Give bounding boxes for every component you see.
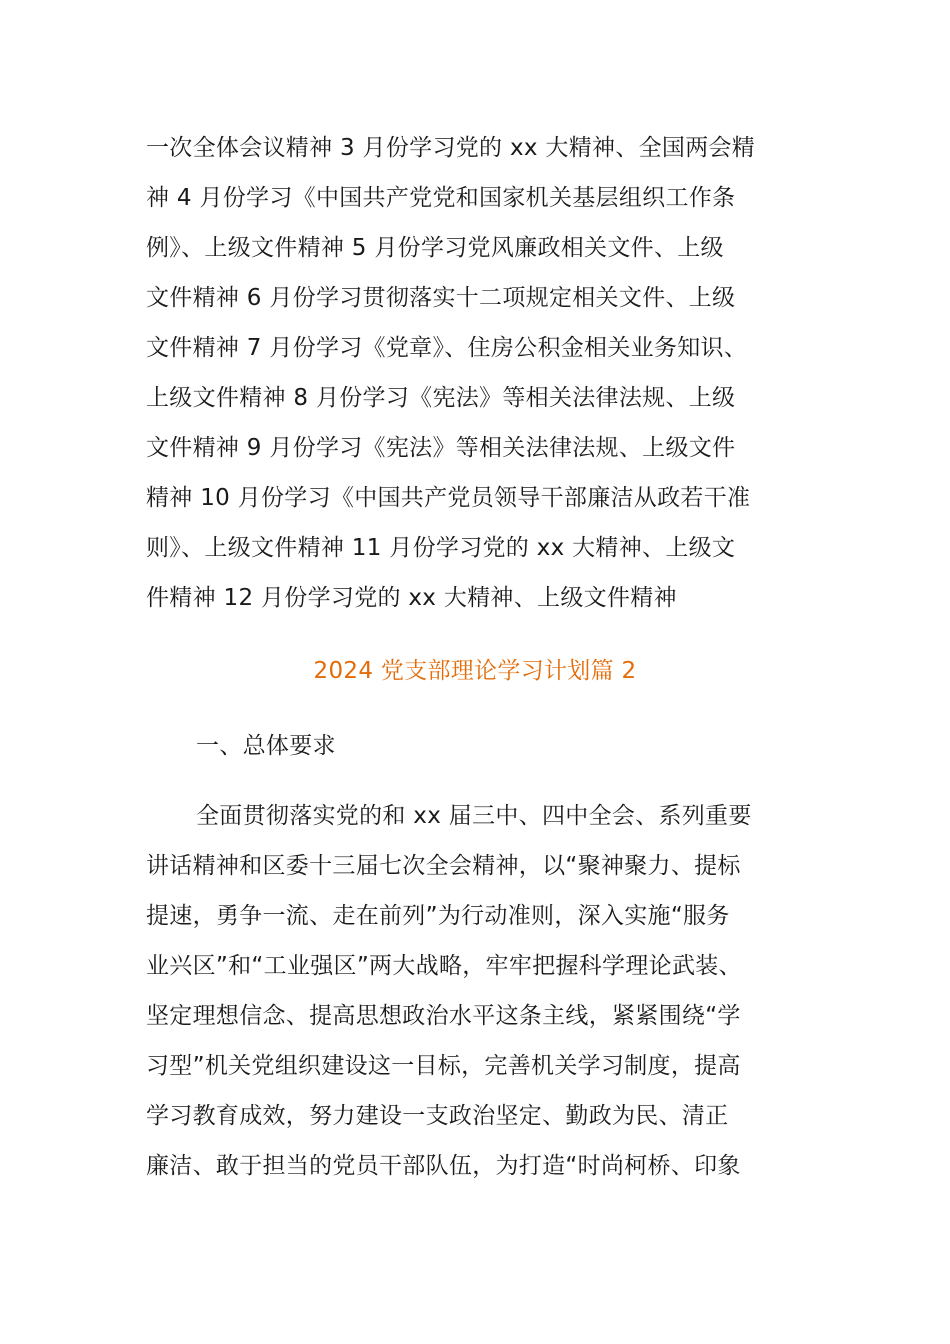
paragraph-line: 例》、上级文件精神 5 月份学习党风廉政相关文件、上级: [146, 235, 724, 261]
paragraph-line: 上级文件精神 8 月份学习《宪法》等相关法律法规、上级: [146, 385, 736, 411]
paragraph-line: 精神 10 月份学习《中国共产党员领导干部廉洁从政若干准: [146, 485, 751, 511]
paragraph-line: 廉洁、敢于担当的党员干部队伍，为打造“时尚柯桥、印象: [146, 1153, 741, 1179]
paragraph-line: 学习教育成效，努力建设一支政治坚定、勤政为民、清正: [146, 1103, 729, 1129]
paragraph-line: 文件精神 7 月份学习《党章》、住房公积金相关业务知识、: [146, 335, 748, 361]
paragraph-line: 一次全体会议精神 3 月份学习党的 xx 大精神、全国两会精: [146, 135, 756, 161]
paragraph-line: 文件精神 9 月份学习《宪法》等相关法律法规、上级文件: [146, 435, 736, 461]
paragraph-line: 提速，勇争一流、走在前列”为行动准则，深入实施“服务: [146, 903, 730, 929]
paragraph-line: 则》、上级文件精神 11 月份学习党的 xx 大精神、上级文: [146, 535, 736, 561]
paragraph-line: 业兴区”和“工业强区”两大战略，牢牢把握科学理论武装、: [146, 953, 742, 979]
subheading: 一、总体要求: [196, 733, 336, 759]
paragraph-line: 坚定理想信念、提高思想政治水平这条主线，紧紧围绕“学: [146, 1003, 741, 1029]
paragraph-line: 件精神 12 月份学习党的 xx 大精神、上级文件精神: [146, 585, 677, 611]
paragraph-line: 习型”机关党组织建设这一目标，完善机关学习制度，提高: [146, 1053, 741, 1079]
paragraph-line: 神 4 月份学习《中国共产党党和国家机关基层组织工作条: [146, 185, 736, 211]
paragraph-line: 讲话精神和区委十三届七次全会精神，以“聚神聚力、提标: [146, 853, 741, 879]
section-title: 2024 党支部理论学习计划篇 2: [313, 658, 637, 684]
paragraph-line: 文件精神 6 月份学习贯彻落实十二项规定相关文件、上级: [146, 285, 736, 311]
paragraph-line: 全面贯彻落实党的和 xx 届三中、四中全会、系列重要: [196, 803, 752, 829]
